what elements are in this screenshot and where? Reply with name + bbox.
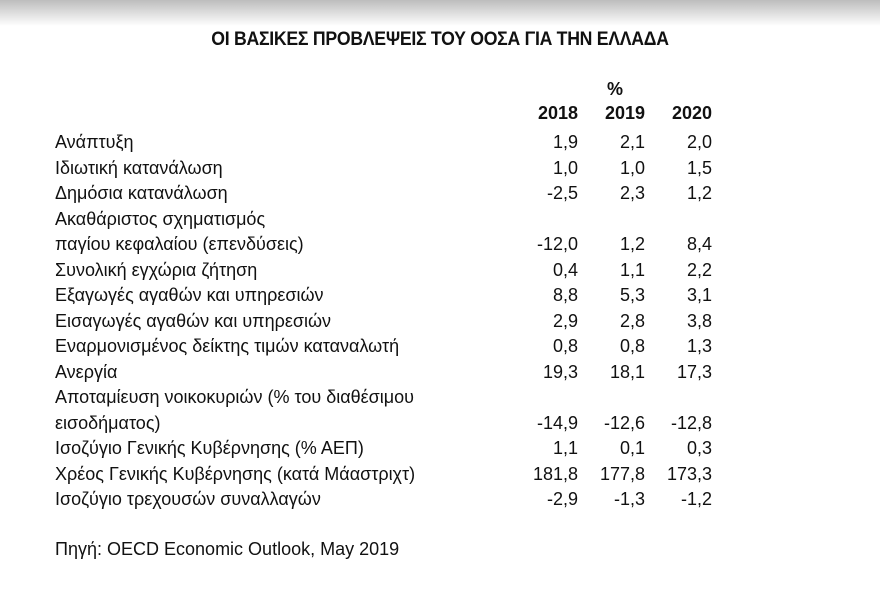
- row-value-2018: 0,4: [552, 259, 578, 280]
- row-value-2019: 2,1: [619, 132, 645, 152]
- row-value-2020: -12,8: [670, 412, 712, 433]
- year-header-cell: 2018: [537, 103, 578, 123]
- year-header-cell: 2020: [671, 103, 712, 123]
- row-value-2018: -12,0: [536, 234, 578, 254]
- unit-label: %: [606, 79, 623, 99]
- row-label: παγίου κεφαλαίου (επενδύσεις): [55, 234, 304, 254]
- row-value-2020: 2,2: [686, 259, 712, 280]
- row-value-2019: 177,8: [599, 463, 645, 484]
- table-row: [0, 283, 880, 309]
- row-value-2018: -2,9: [546, 489, 578, 509]
- table-row: [0, 487, 880, 513]
- source-note: Πηγή: OECD Economic Outlook, May 2019: [55, 539, 400, 559]
- row-value-2020: 3,8: [686, 310, 712, 331]
- table-row: [0, 181, 880, 207]
- row-value-2020: 2,0: [686, 132, 712, 152]
- row-value-2020: 1,3: [686, 336, 712, 356]
- row-label: Χρέος Γενικής Κυβέρνησης (κατά Μάαστριχτ): [55, 463, 416, 484]
- row-label: Εισαγωγές αγαθών και υπηρεσιών: [55, 310, 332, 331]
- row-value-2019: 0,1: [619, 438, 645, 458]
- row-value-2020: 8,4: [686, 234, 712, 254]
- forecast-table: [0, 130, 880, 513]
- row-value-2019: 5,3: [619, 285, 645, 305]
- row-label: Ανάπτυξη: [55, 132, 134, 152]
- table-row: [0, 258, 880, 284]
- row-value-2019: 1,1: [619, 259, 645, 280]
- row-value-2019: 1,2: [619, 234, 645, 254]
- row-label: Ανεργία: [55, 361, 118, 382]
- table-row: [0, 309, 880, 335]
- row-value-2018: 1,0: [552, 157, 578, 178]
- row-label: Εξαγωγές αγαθών και υπηρεσιών: [55, 285, 324, 305]
- row-label: Εναρμονισμένος δείκτης τιμών καταναλωτή: [55, 336, 400, 356]
- row-value-2018: 0,8: [552, 336, 578, 356]
- table-row: [0, 334, 880, 360]
- row-label: Ισοζύγιο τρεχουσών συναλλαγών: [55, 489, 321, 509]
- row-value-2019: 1,0: [619, 157, 645, 178]
- top-gradient-bar: [0, 0, 880, 26]
- table-row: [0, 130, 880, 156]
- table-row: [0, 436, 880, 462]
- row-value-2018: 1,1: [552, 438, 578, 458]
- row-value-2019: 2,8: [619, 310, 645, 331]
- row-value-2019: -1,3: [613, 489, 645, 509]
- row-label: Αποταμίευση νοικοκυριών (% του διαθέσιμου: [55, 387, 414, 407]
- row-value-2020: 17,3: [676, 361, 712, 382]
- year-header-cell: 2019: [604, 103, 645, 123]
- row-value-2020: 173,3: [666, 463, 712, 484]
- row-value-2020: 0,3: [686, 438, 712, 458]
- row-value-2018: -14,9: [536, 412, 578, 433]
- row-value-2018: 19,3: [542, 361, 578, 382]
- row-value-2018: -2,5: [546, 183, 578, 203]
- row-value-2019: 0,8: [619, 336, 645, 356]
- row-label: Ιδιωτική κατανάλωση: [55, 157, 223, 178]
- row-value-2020: 1,5: [686, 157, 712, 178]
- row-value-2019: 18,1: [609, 361, 645, 382]
- table-row: [0, 385, 880, 411]
- row-value-2018: 1,9: [552, 132, 578, 152]
- table-row: [0, 411, 880, 437]
- row-value-2020: 1,2: [686, 183, 712, 203]
- row-value-2018: 2,9: [552, 310, 578, 331]
- row-label: Δημόσια κατανάλωση: [55, 183, 228, 203]
- table-row: [0, 232, 880, 258]
- row-value-2019: 2,3: [619, 183, 645, 203]
- row-value-2018: 181,8: [532, 463, 578, 484]
- table-row: [0, 207, 880, 233]
- row-value-2020: 3,1: [686, 285, 712, 305]
- row-label: εισοδήματος): [55, 412, 161, 433]
- row-value-2020: -1,2: [680, 489, 712, 509]
- table-row: [0, 360, 880, 386]
- row-value-2019: -12,6: [603, 412, 645, 433]
- row-label: Συνολική εγχώρια ζήτηση: [55, 259, 258, 280]
- page-title: ΟΙ ΒΑΣΙΚΕΣ ΠΡΟΒΛΕΨΕΙΣ ΤΟΥ ΟΟΣΑ ΓΙΑ ΤΗΝ ΕΛΛΑΔΑ: [211, 29, 669, 50]
- row-label: Ισοζύγιο Γενικής Κυβέρνησης (% ΑΕΠ): [55, 438, 364, 458]
- table-row: [0, 156, 880, 182]
- row-value-2018: 8,8: [552, 285, 578, 305]
- row-label: Ακαθάριστος σχηματισμός: [55, 208, 266, 229]
- table-row: [0, 462, 880, 488]
